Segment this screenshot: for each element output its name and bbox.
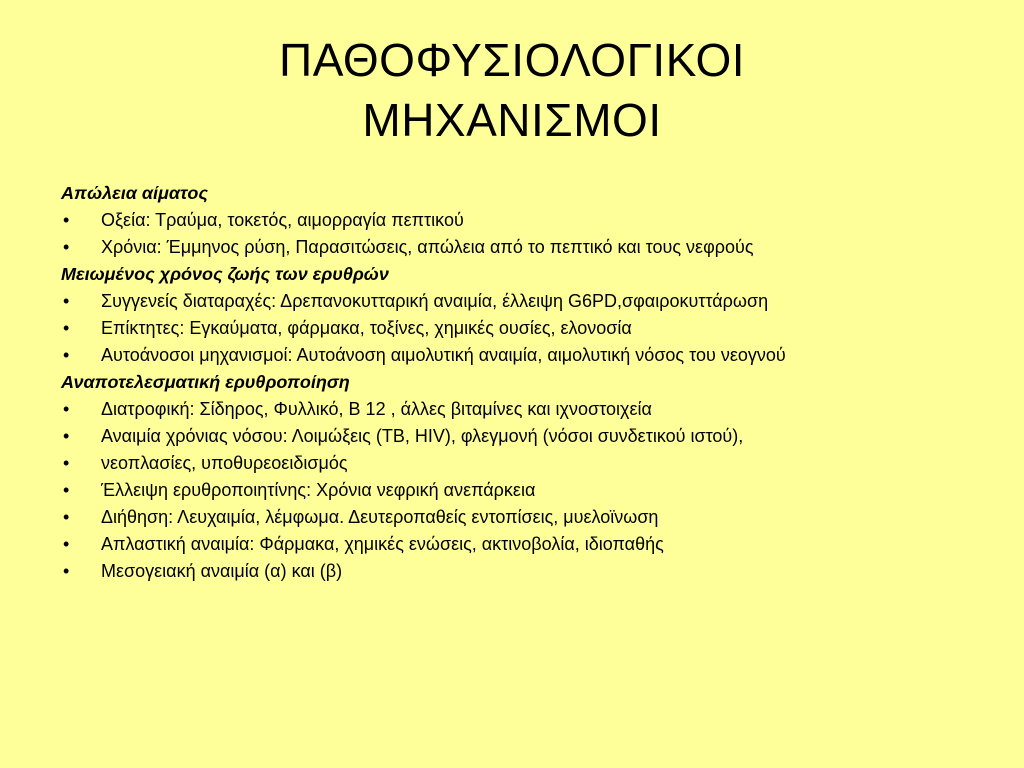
list-item	[61, 531, 961, 558]
bullet-icon: •	[63, 318, 70, 338]
list-item-text: Μεσογειακή αναιμία (α) και (β)	[101, 561, 343, 581]
bullet-icon: •	[63, 345, 70, 365]
list-item	[61, 396, 961, 423]
list-item-text: Οξεία: Τραύμα, τοκετός, αιμορραγία πεπτικού	[101, 210, 464, 230]
list-item	[61, 234, 961, 261]
section-heading-blood-loss: Απώλεια αίματος	[61, 183, 208, 203]
list-item-text: Αναιμία χρόνιας νόσου: Λοιμώξεις (ΤΒ, HIV), φλεγμονή (νόσοι συνδετικού ιστού),	[101, 426, 744, 446]
list-item-text: Επίκτητες: Εγκαύματα, φάρμακα, τοξίνες, χημικές ουσίες, ελονοσία	[101, 318, 632, 338]
bullet-icon: •	[63, 561, 70, 581]
list-item	[61, 207, 961, 234]
list-item-text: Αυτοάνοσοι μηχανισμοί: Αυτοάνοση αιμολυτική αναιμία, αιμολυτική νόσος του νεογνού	[101, 345, 786, 365]
bullet-icon: •	[63, 507, 70, 527]
list-item	[61, 423, 961, 450]
slide-body	[61, 180, 961, 585]
list-item-text: Χρόνια: Έμμηνος ρύση, Παρασιτώσεις, απώλεια από το πεπτικό και τους νεφρούς	[101, 237, 754, 257]
bullet-icon: •	[63, 237, 70, 257]
list-item-text: Συγγενείς διαταραχές: Δρεπανοκυτταρική αναιμία, έλλειψη G6PD,σφαιροκυττάρωση	[101, 291, 769, 311]
list-item-text: Διατροφική: Σίδηρος, Φυλλικό, Β 12 , άλλες βιταμίνες και ιχνοστοιχεία	[101, 399, 652, 419]
list-item	[61, 450, 961, 477]
list-item-text: Διήθηση: Λευχαιμία, λέμφωμα. Δευτεροπαθείς εντοπίσεις, μυελοϊνωση	[101, 507, 659, 527]
bullet-icon: •	[63, 453, 70, 473]
section-heading-reduced-rbc-lifespan: Μειωμένος χρόνος ζωής των ερυθρών	[61, 264, 389, 284]
title-line-2: ΜΗΧΑΝΙΣΜΟΙ	[362, 94, 662, 146]
bullet-icon: •	[63, 480, 70, 500]
bullet-icon: •	[63, 426, 70, 446]
list-item-text: νεοπλασίες, υποθυρεοειδισμός	[101, 453, 348, 473]
list-item	[61, 477, 961, 504]
list-item	[61, 504, 961, 531]
bullet-icon: •	[63, 399, 70, 419]
bullet-icon: •	[63, 534, 70, 554]
list-item	[61, 558, 961, 585]
list-item-text: Έλλειψη ερυθροποιητίνης: Χρόνια νεφρική ανεπάρκεια	[101, 480, 536, 500]
title-line-1: ΠΑΘΟΦΥΣΙΟΛΟΓΙΚΟΙ	[278, 34, 746, 86]
slide-title	[0, 30, 1024, 150]
bullet-icon: •	[63, 291, 70, 311]
list-item	[61, 288, 961, 315]
list-item-text: Απλαστική αναιμία: Φάρμακα, χημικές ενώσεις, ακτινοβολία, ιδιοπαθής	[101, 534, 664, 554]
list-item	[61, 342, 961, 369]
section-heading-ineffective-erythropoiesis: Αναποτελεσματική ερυθροποίηση	[61, 372, 350, 392]
bullet-icon: •	[63, 210, 70, 230]
list-item	[61, 315, 961, 342]
